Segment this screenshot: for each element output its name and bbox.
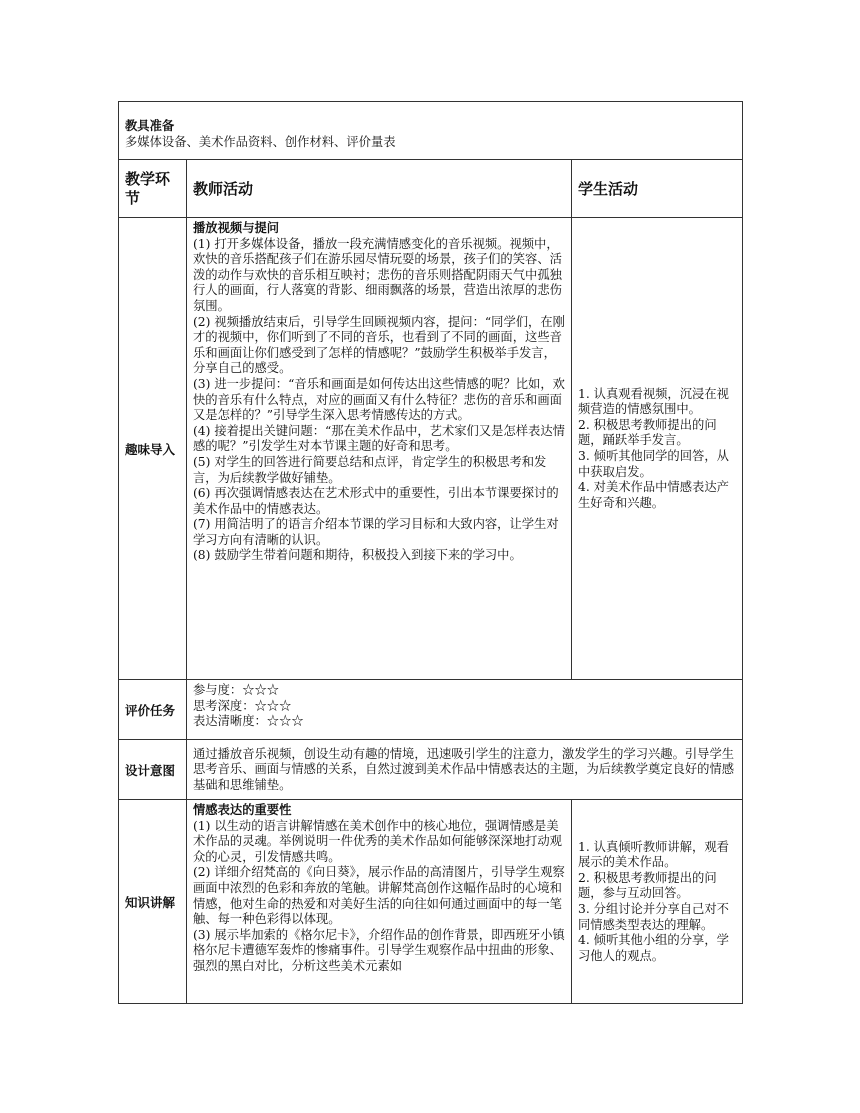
evaluation-stage-label: 评价任务 <box>119 680 187 740</box>
knowledge-student-item: 4. 倾听其他小组的分享，学习他人的观点。 <box>578 933 729 963</box>
design-stage-label: 设计意图 <box>119 740 187 800</box>
intro-teacher-item: (4) 接着提出关键问题：“那在美术作品中，艺术家们又是怎样表达情感的呢？”引发学生对本节课主题的好奇和思考。 <box>193 423 565 454</box>
knowledge-student-item: 2. 积极思考教师提出的问题，参与互动回答。 <box>578 870 717 901</box>
lesson-plan-table <box>118 101 743 1004</box>
materials-cell <box>119 102 743 160</box>
intro-student-item: 1. 认真观看视频，沉浸在视频营造的情感氛围中。 <box>578 386 729 417</box>
header-stage: 教学环节 <box>119 160 187 218</box>
materials-row <box>119 102 743 160</box>
intro-student-cell <box>572 218 743 680</box>
intro-teacher-item: (3) 进一步提问：“音乐和画面是如何传达出这些情感的呢？比如，欢快的音乐有什么特点，对应的画面又有什么特征？悲伤的音乐和画面又是怎样的？”引导学生深入思考情感传达的方式。 <box>193 376 565 423</box>
intro-teacher-title: 播放视频与提问 <box>193 221 280 235</box>
knowledge-teacher-cell <box>187 800 572 1004</box>
intro-student-item: 3. 倾听其他同学的回答，从中获取启发。 <box>578 449 729 479</box>
evaluation-row <box>119 680 743 740</box>
evaluation-item: 参与度：☆☆☆ <box>193 683 280 697</box>
design-content: 通过播放音乐视频，创设生动有趣的情境，迅速吸引学生的注意力，激发学生的学习兴趣。引导学生思考音乐、画面与情感的关系，自然过渡到美术作品中情感表达的主题，为后续教学奠定良好的情感基础和思维铺垫。 <box>187 740 743 800</box>
intro-teacher-cell <box>187 218 572 680</box>
design-row <box>119 740 743 800</box>
knowledge-row <box>119 800 743 1004</box>
knowledge-student-item: 3. 分组讨论并分享自己对不同情感类型表达的理解。 <box>578 902 729 932</box>
knowledge-student-item: 1. 认真倾听教师讲解，观看展示的美术作品。 <box>578 839 729 870</box>
evaluation-item: 思考深度：☆☆☆ <box>193 698 292 713</box>
intro-teacher-item: (6) 再次强调情感表达在艺术形式中的重要性，引出本节课要探讨的美术作品中的情感表达。 <box>193 486 559 516</box>
knowledge-teacher-item: (1) 以生动的语言讲解情感在美术创作中的核心地位，强调情感是美术作品的灵魂。举例说明一件优秀的美术作品如何能够深深地打动观众的心灵，引发情感共鸣。 <box>193 818 562 864</box>
intro-teacher-item: (2) 视频播放结束后，引导学生回顾视频内容，提问：“同学们，在刚才的视频中，你们听到了不同的音乐，也看到了不同的画面，这些音乐和画面让你们感受到了怎样的情感呢？”鼓励学生积极举手发言，分享自己的感受。 <box>193 314 565 376</box>
intro-teacher-item: (7) 用简洁明了的语言介绍本节课的学习目标和大致内容，让学生对学习方向有清晰的认识。 <box>193 517 559 547</box>
knowledge-teacher-item: (3) 展示毕加索的《格尔尼卡》，介绍作品的创作背景，即西班牙小镇格尔尼卡遭德军轰炸的惨痛事件。引导学生观察作品中扭曲的形象、强烈的黑白对比，分析这些美术元素如 <box>193 927 565 973</box>
knowledge-teacher-item: (2) 详细介绍梵高的《向日葵》，展示作品的高清图片，引导学生观察画面中浓烈的色彩和奔放的笔触。讲解梵高创作这幅作品时的心境和情感，他对生命的热爱和对美好生活的向往如何通过画面中的每一笔触、每一种色彩得以体现。 <box>193 865 565 927</box>
evaluation-item: 表达清晰度：☆☆☆ <box>193 714 304 729</box>
intro-teacher-item: (8) 鼓励学生带着问题和期待，积极投入到接下来的学习中。 <box>193 548 522 563</box>
evaluation-cell <box>187 680 743 740</box>
intro-student-item: 2. 积极思考教师提出的问题，踊跃举手发言。 <box>578 417 717 448</box>
materials-title: 教具准备 <box>125 119 175 133</box>
intro-row <box>119 218 743 680</box>
knowledge-student-cell <box>572 800 743 1004</box>
header-teacher: 教师活动 <box>187 160 572 218</box>
knowledge-teacher-title: 情感表达的重要性 <box>193 803 292 817</box>
intro-teacher-item: (5) 对学生的回答进行简要总结和点评，肯定学生的积极思考和发言，为后续教学做好铺垫。 <box>193 454 547 485</box>
intro-teacher-item: (1) 打开多媒体设备，播放一段充满情感变化的音乐视频。视频中，欢快的音乐搭配孩子们在游乐园尽情玩耍的场景，孩子们的笑容、活泼的动作与欢快的音乐相互映衬；悲伤的音乐则搭配阴雨天气中孤独行人的画面，行人落寞的背影、细雨飘落的场景，营造出浓厚的悲伤氛围。 <box>193 236 562 313</box>
materials-content: 多媒体设备、美术作品资料、创作材料、评价量表 <box>125 134 396 149</box>
header-student: 学生活动 <box>572 160 743 218</box>
intro-student-item: 4. 对美术作品中情感表达产生好奇和兴趣。 <box>578 480 729 510</box>
header-row <box>119 160 743 218</box>
intro-stage-label: 趣味导入 <box>119 218 187 680</box>
knowledge-stage-label: 知识讲解 <box>119 800 187 1004</box>
